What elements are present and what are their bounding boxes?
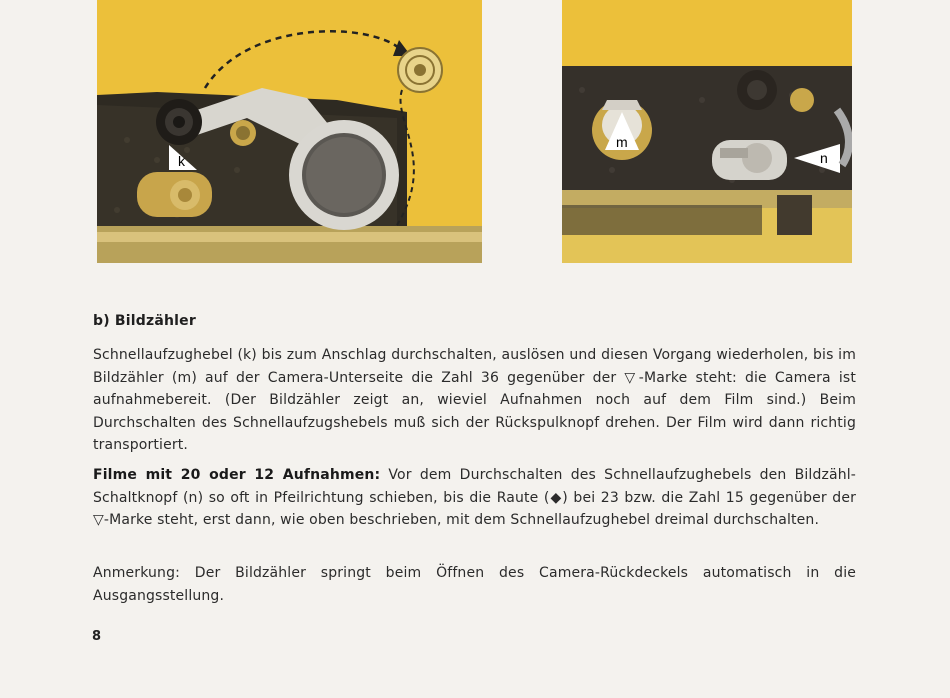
photo-frame-counter: [562, 0, 852, 263]
section-heading: b) Bildzähler: [93, 313, 196, 329]
page-number: 8: [92, 629, 102, 644]
paragraph-2-text: Vor dem Durchschalten des Schnellaufzughebels den Bildzähl-Schaltknopf (n) so oft in Pfeilrichtung schieben, bis die Raute (◆) bei 23 bzw. die Zahl 15 gegenüber der ▽-Marke steht, erst dann, wie oben beschrieben, mit dem Schnellaufzughebel dreimal durchschalten.: [93, 467, 856, 528]
paragraph-3: Anmerkung: Der Bildzähler springt beim Öffnen des Camera-Rückdeckels automatisch in die Ausgangsstellung.: [93, 565, 856, 604]
paragraph-1: Schnellaufzughebel (k) bis zum Anschlag durchschalten, auslösen und diesen Vorgang wiederholen, bis im Bildzähler (m) auf der Camera-Unterseite die Zahl 36 gegenüber der ▽-Marke steht: die Camera ist aufnahmebereit. (Der Bildzähler zeigt an, wieviel Aufnahmen noch auf dem Film sind.) Beim Durchschalten des Schnellaufzugshebels muß sich der Rückspulknopf drehen. Der Film wird dann richtig transportiert.: [93, 347, 856, 453]
label-k: k: [178, 153, 185, 169]
label-m: m: [616, 134, 628, 150]
photo-advance-lever: [97, 0, 482, 263]
paragraph-2-lead: Filme mit 20 oder 12 Aufnahmen:: [93, 467, 381, 483]
label-n: n: [820, 150, 828, 166]
paragraph-2: [93, 464, 856, 532]
